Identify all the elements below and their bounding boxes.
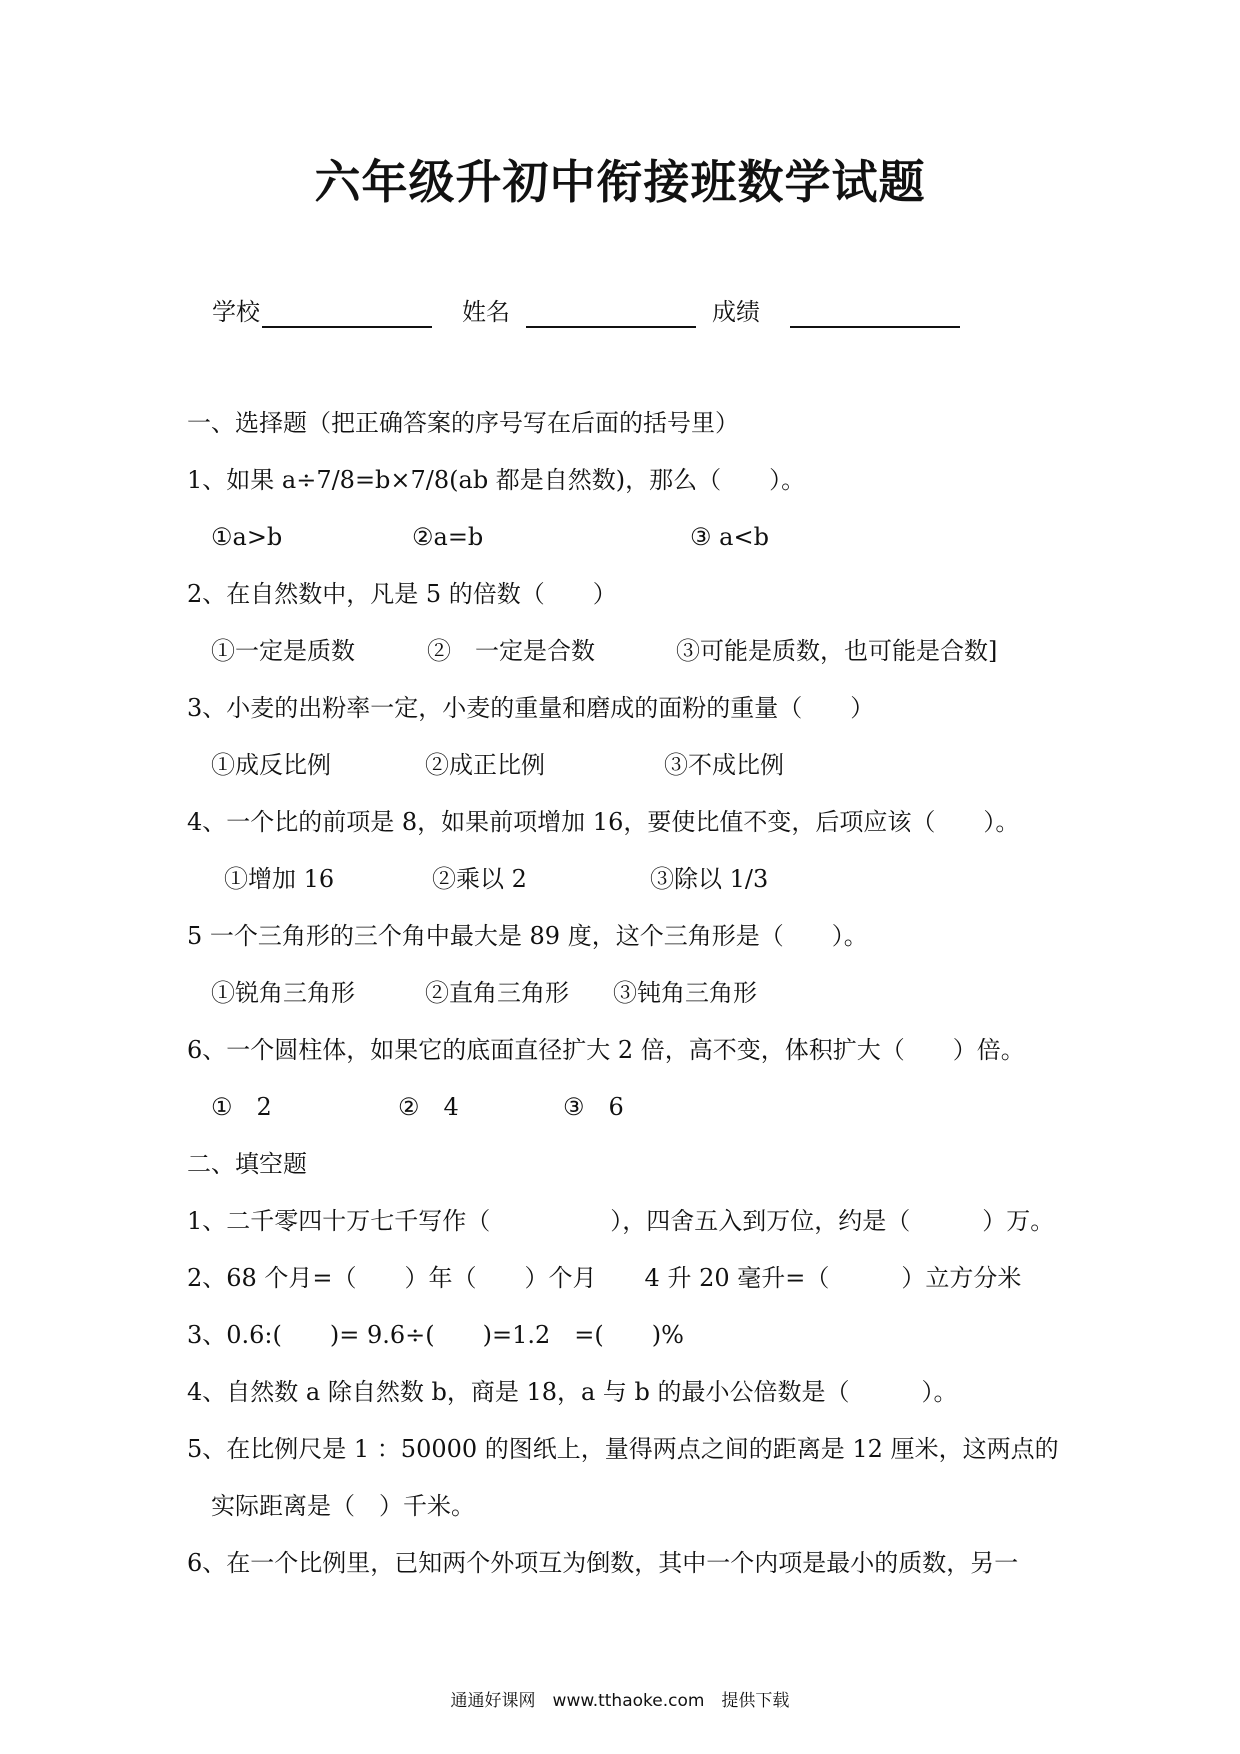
option: ①一定是质数 <box>211 637 355 665</box>
score-label: 成绩 <box>712 298 760 326</box>
score-blank-line[interactable] <box>790 326 960 328</box>
fill-question: 2、68 个月=（ ）年（ ）个月 4 升 20 毫升=（ ）立方分米 <box>187 1264 1022 1292</box>
option: ②a=b <box>412 523 484 551</box>
question-text: 4、一个比的前项是 8，如果前项增加 16，要使比值不变，后项应该（ ）。 <box>187 808 1020 836</box>
option: ② 一定是合数 <box>427 637 595 665</box>
option: ③钝角三角形 <box>613 979 757 1007</box>
fill-question: 6、在一个比例里，已知两个外项互为倒数，其中一个内项是最小的质数，另一 <box>187 1549 1019 1577</box>
option: ①增加 16 <box>224 865 335 893</box>
question-text: 2、在自然数中，凡是 5 的倍数（ ） <box>187 580 617 608</box>
option: ① 2 <box>211 1093 272 1121</box>
question-text: 3、小麦的出粉率一定，小麦的重量和磨成的面粉的重量（ ） <box>187 694 875 722</box>
fill-question: 3、0.6:( )= 9.6÷( )=1.2 =( )% <box>187 1321 684 1349</box>
option: ③可能是质数，也可能是合数] <box>676 637 998 665</box>
option: ①成反比例 <box>211 751 331 779</box>
option: ② 4 <box>398 1093 459 1121</box>
question-text: 6、一个圆柱体，如果它的底面直径扩大 2 倍，高不变，体积扩大（ ）倍。 <box>187 1036 1025 1064</box>
option: ②成正比例 <box>425 751 545 779</box>
school-label: 学校 <box>212 298 260 326</box>
page-footer: 通通好课网 www.tthaoke.com 提供下载 <box>450 1691 790 1711</box>
option: ①锐角三角形 <box>211 979 355 1007</box>
fill-question: 1、二千零四十万七千写作（ ），四舍五入到万位，约是（ ）万。 <box>187 1207 1055 1235</box>
option: ③不成比例 <box>664 751 784 779</box>
option: ②乘以 2 <box>432 865 527 893</box>
option: ③除以 1/3 <box>650 865 769 893</box>
name-label: 姓名 <box>462 298 510 326</box>
fill-question-continuation: 实际距离是（ ）千米。 <box>211 1492 475 1520</box>
section1-heading: 一、选择题（把正确答案的序号写在后面的括号里） <box>187 409 739 437</box>
question-text: 5 一个三角形的三个角中最大是 89 度，这个三角形是（ ）。 <box>187 922 868 950</box>
name-blank-line[interactable] <box>526 326 696 328</box>
page-title: 六年级升初中衔接班数学试题 <box>314 155 926 209</box>
option: ③ a<b <box>690 523 769 551</box>
fill-question: 4、自然数 a 除自然数 b，商是 18，a 与 b 的最小公倍数是（ ）。 <box>187 1378 958 1406</box>
fill-question: 5、在比例尺是 1 ：50000 的图纸上，量得两点之间的距离是 12 厘米，这两点的 <box>187 1435 1059 1463</box>
school-blank-line[interactable] <box>262 326 432 328</box>
question-text: 1、如果 a÷7/8=b×7/8(ab 都是自然数)，那么（ ）。 <box>187 466 806 494</box>
option: ①a>b <box>211 523 283 551</box>
option: ③ 6 <box>563 1093 624 1121</box>
option: ②直角三角形 <box>425 979 569 1007</box>
section2-heading: 二、填空题 <box>187 1150 307 1178</box>
